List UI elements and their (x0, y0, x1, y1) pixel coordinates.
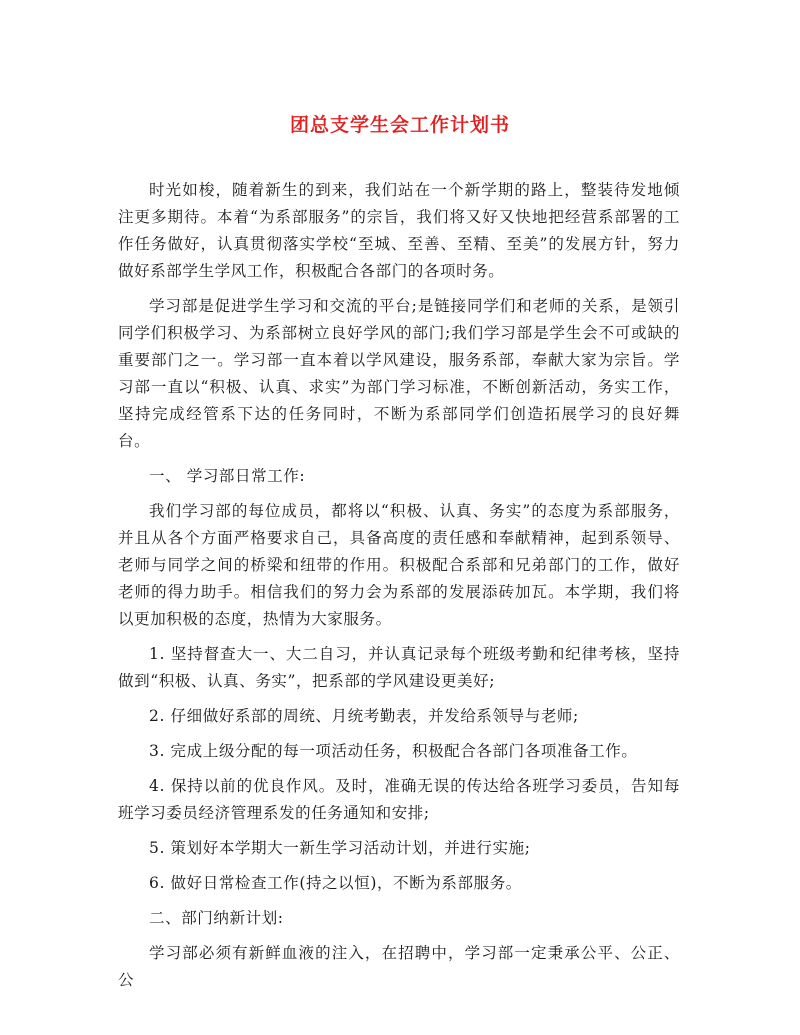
list-item-4: 4. 保持以前的优良作风。及时，准确无误的传达给各班学习委员，告知每班学习委员经济管理系发的任务通知和安排; (118, 777, 680, 822)
section-heading-recruitment: 二、部门纳新计划: (149, 909, 284, 927)
list-item-1: 1. 坚持督查大一、大二自习，并认真记录每个班级考勤和纪律考核，坚持做到“积极、认真、务实”，把系部的学风建设更美好; (118, 645, 680, 690)
list-item-3: 3. 完成上级分配的每一项活动任务，积极配合各部门各项准备工作。 (149, 742, 638, 760)
document-title: 团总支学生会工作计划书 (289, 114, 510, 136)
paragraph-study-dept: 学习部是促进学生学习和交流的平台;是链接同学们和老师的关系，是领引同学们积极学习、为系部树立良好学风的部门;我们学习部是学生会不可或缺的重要部门之一。学习部一直本着以学风建设，服务系部，奉献大家为宗旨。学习部一直以“积极、认真、求实”为部门学习标准，不断创新活动，务实工作，坚持完成经管系下达的任务同时，不断为系部同学们创造拓展学习的良好舞台。 (118, 297, 680, 450)
list-item-6: 6. 做好日常检查工作(持之以恒)，不断为系部服务。 (149, 874, 522, 892)
paragraph-members: 我们学习部的每位成员，都将以“积极、认真、务实”的态度为系部服务，并且从各个方面严格要求自己，具备高度的责任感和奉献精神，起到系领导、老师与同学之间的桥梁和纽带的作用。积极配合系部和兄弟部门的工作，做好老师的得力助手。相信我们的努力会为系部的发展添砖加瓦。本学期，我们将以更加积极的态度，热情为大家服务。 (118, 502, 680, 628)
list-item-2: 2. 仔细做好系部的周统、月统考勤表，并发给系领导与老师; (149, 707, 579, 725)
paragraph-intro: 时光如梭，随着新生的到来，我们站在一个新学期的路上，整装待发地倾注更多期待。本着“为系部服务”的宗旨，我们将又好又快地把经营系部署的工作任务做好，认真贯彻落实学校“至城、至善、至精、至美”的发展方针，努力做好系部学生学风工作，积极配合各部门的各项时务。 (118, 181, 680, 280)
document-body (118, 177, 680, 994)
paragraph-recruitment: 学习部必须有新鲜血液的注入，在招聘中，学习部一定秉承公平、公正、公 (118, 944, 680, 989)
section-heading-daily-work: 一、 学习部日常工作: (149, 467, 306, 485)
list-item-5: 5. 策划好本学期大一新生学习活动计划，并进行实施; (149, 839, 531, 857)
